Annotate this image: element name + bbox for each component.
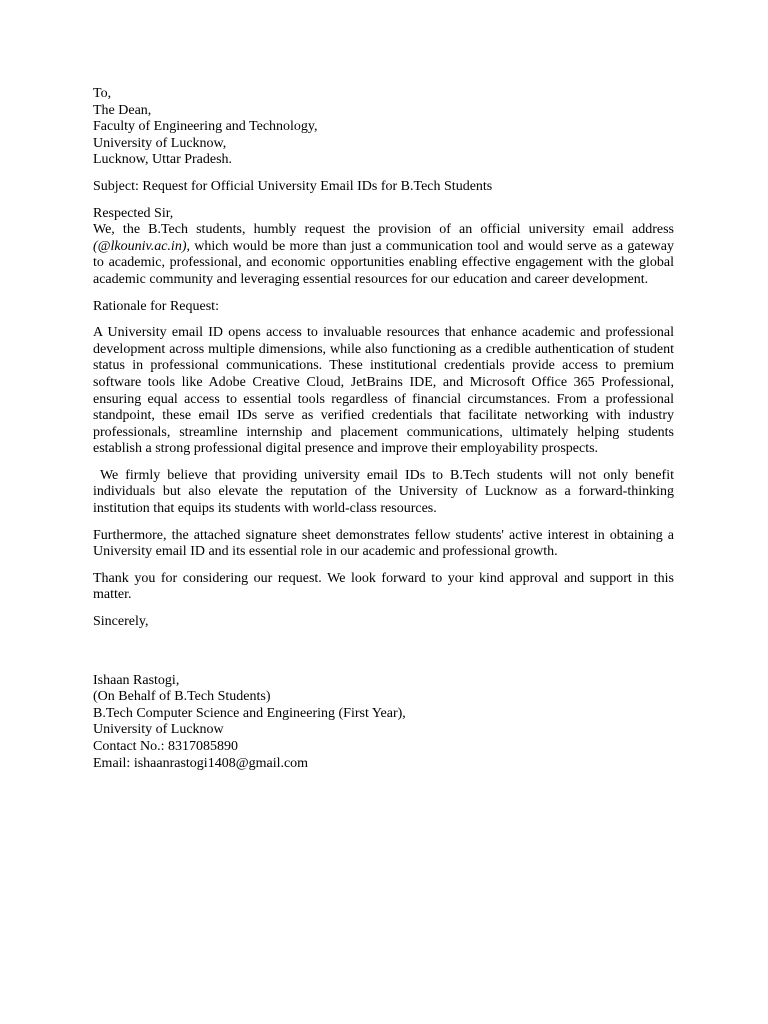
rationale-heading: Rationale for Request: bbox=[93, 298, 219, 314]
signature-space bbox=[93, 641, 674, 673]
recipient-line: The Dean, bbox=[93, 102, 152, 118]
intro-text-after: , which would be more than just a communication tool and would serve as a gateway to academic, professional, and economic opportunities enabling effective engagement with the global academic community and leveraging essential resources for our education and career development. bbox=[93, 238, 674, 287]
signature-name: Ishaan Rastogi, bbox=[93, 672, 180, 688]
thanks-paragraph: Thank you for considering our request. We look forward to your kind approval and support in this matter. bbox=[93, 570, 674, 603]
recipient-line: To, bbox=[93, 86, 112, 101]
recipient-address bbox=[93, 86, 674, 169]
subject-line: Subject: Request for Official University Email IDs for B.Tech Students bbox=[93, 178, 493, 194]
recipient-line: Faculty of Engineering and Technology, bbox=[93, 119, 318, 135]
recipient-line: University of Lucknow, bbox=[93, 135, 227, 151]
signature-line: University of Lucknow bbox=[93, 722, 224, 738]
intro-text-before: We, the B.Tech students, humbly request the provision of an official university email address bbox=[93, 222, 674, 238]
closing: Sincerely, bbox=[93, 614, 149, 630]
letter bbox=[93, 86, 678, 782]
email-domain: (@lkouniv.ac.in) bbox=[93, 238, 187, 254]
intro-section bbox=[93, 206, 674, 289]
belief-paragraph: We firmly believe that providing university email IDs to B.Tech students will not only benefit individuals but also elevate the reputation of the University of Lucknow as a forward-thinking institution that equips its students with world-class resources. bbox=[93, 467, 678, 517]
signature-block bbox=[93, 673, 674, 773]
signature-line: (On Behalf of B.Tech Students) bbox=[93, 689, 271, 705]
signature-email: Email: ishaanrastogi1408@gmail.com bbox=[93, 755, 309, 771]
intro-paragraph bbox=[93, 222, 674, 288]
recipient-line: Lucknow, Uttar Pradesh. bbox=[93, 152, 233, 168]
rationale-paragraph: A University email ID opens access to invaluable resources that enhance academic and professional development across multiple dimensions, while also functioning as a credible authentication of student status in professional communications. These institutional credentials provide access to premium software tools like Adobe Creative Cloud, JetBrains IDE, and Microsoft Office 365 Professional, ensuring equal access to essential tools regardless of financial circumstances. From a professional standpoint, these email IDs serve as verified credentials that facilitate networking with industry professionals, streamline internship and placement communications, ultimately helping students establish a strong professional digital presence and improve their employability prospects. bbox=[93, 325, 674, 457]
salutation: Respected Sir, bbox=[93, 205, 174, 221]
signature-contact: Contact No.: 8317085890 bbox=[93, 739, 239, 754]
signature-line: B.Tech Computer Science and Engineering (First Year), bbox=[93, 705, 406, 721]
signature-sheet-paragraph: Furthermore, the attached signature sheet demonstrates fellow students' active interest in obtaining a University email ID and its essential role in our academic and professional growth. bbox=[93, 527, 674, 560]
